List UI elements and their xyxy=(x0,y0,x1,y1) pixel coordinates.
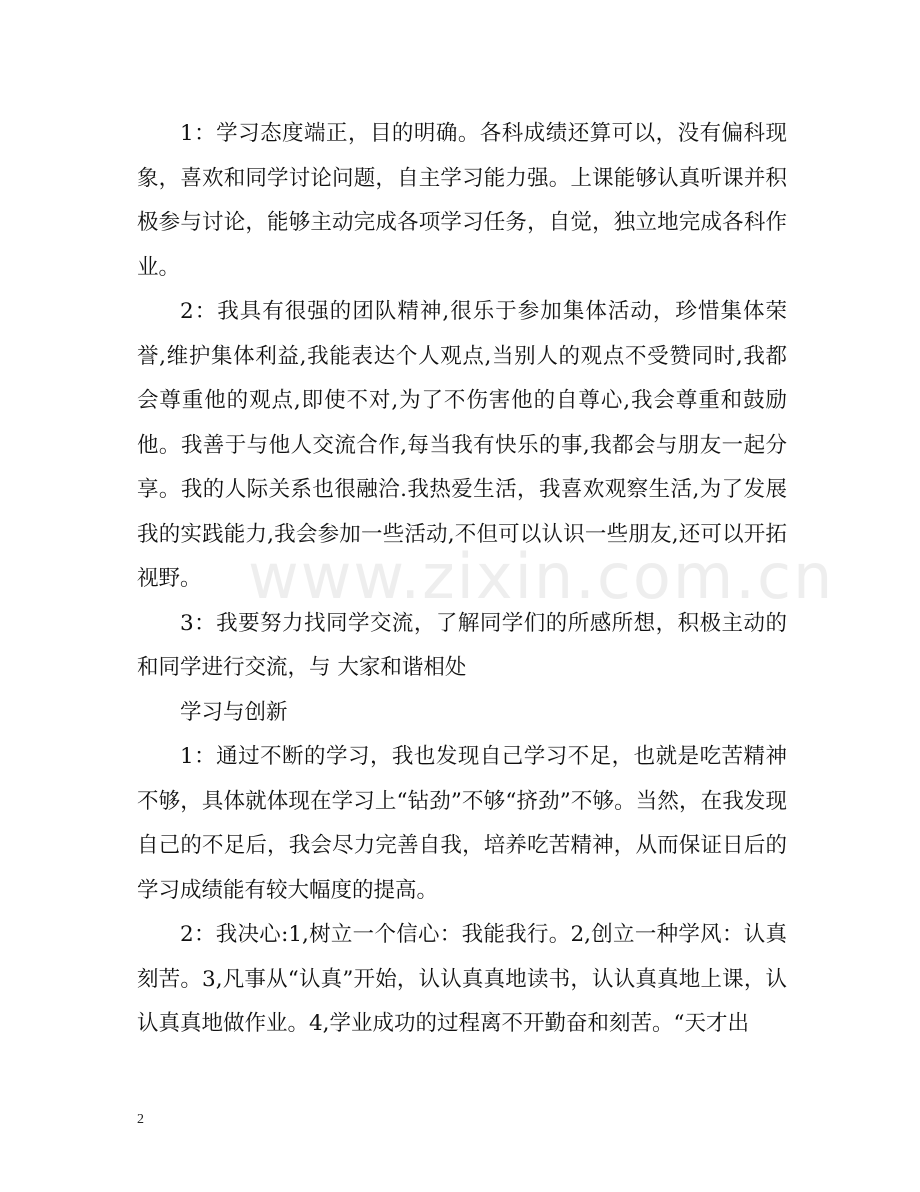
paragraph-3: 3：我要努力找同学交流，了解同学们的所感所想，积极主动的和同学进行交流，与 大家和谐相处 xyxy=(137,610,787,680)
paragraph-4: 1：通过不断的学习，我也发现自己学习不足，也就是吃苦精神不够，具体就体现在学习上“钻劲”不够“挤劲”不够。当然，在我发现自己的不足后，我会尽力完善自我，培养吃苦精神，从而保证日后的学习成绩能有较大幅度的提高。 xyxy=(137,744,787,903)
paragraph-2: 2：我具有很强的团队精神,很乐于参加集体活动，珍惜集体荣誉,维护集体利益,我能表达个人观点,当别人的观点不受赞同时,我都会尊重他的观点,即使不对,为了不伤害他的自尊心,我会尊重和鼓励他。我善于与他人交流合作,每当我有快乐的事,我都会与朋友一起分享。我的人际关系也很融洽.我热爱生活，我喜欢观察生活,为了发展我的实践能力,我会参加一些活动,不但可以认识一些朋友,还可以开拓视野。 xyxy=(137,299,787,591)
document-body xyxy=(137,112,787,1047)
watermark: www.zixin.com.cn xyxy=(248,540,835,613)
section-heading: 学习与创新 xyxy=(180,699,288,725)
page-number: 2 xyxy=(137,1112,144,1127)
paragraph-5: 2：我决心:1,树立一个信心：我能我行。2,创立一种学风：认真刻苦。3,凡事从“认真”开始，认认真真地读书，认认真真地上课，认认真真地做作业。4,学业成功的过程离不开勤奋和刻苦。“天才出 xyxy=(137,922,787,1036)
paragraph-1: 1：学习态度端正，目的明确。各科成绩还算可以，没有偏科现象，喜欢和同学讨论问题，自主学习能力强。上课能够认真听课并积极参与讨论，能够主动完成各项学习任务，自觉，独立地完成各科作业。 xyxy=(137,121,787,280)
